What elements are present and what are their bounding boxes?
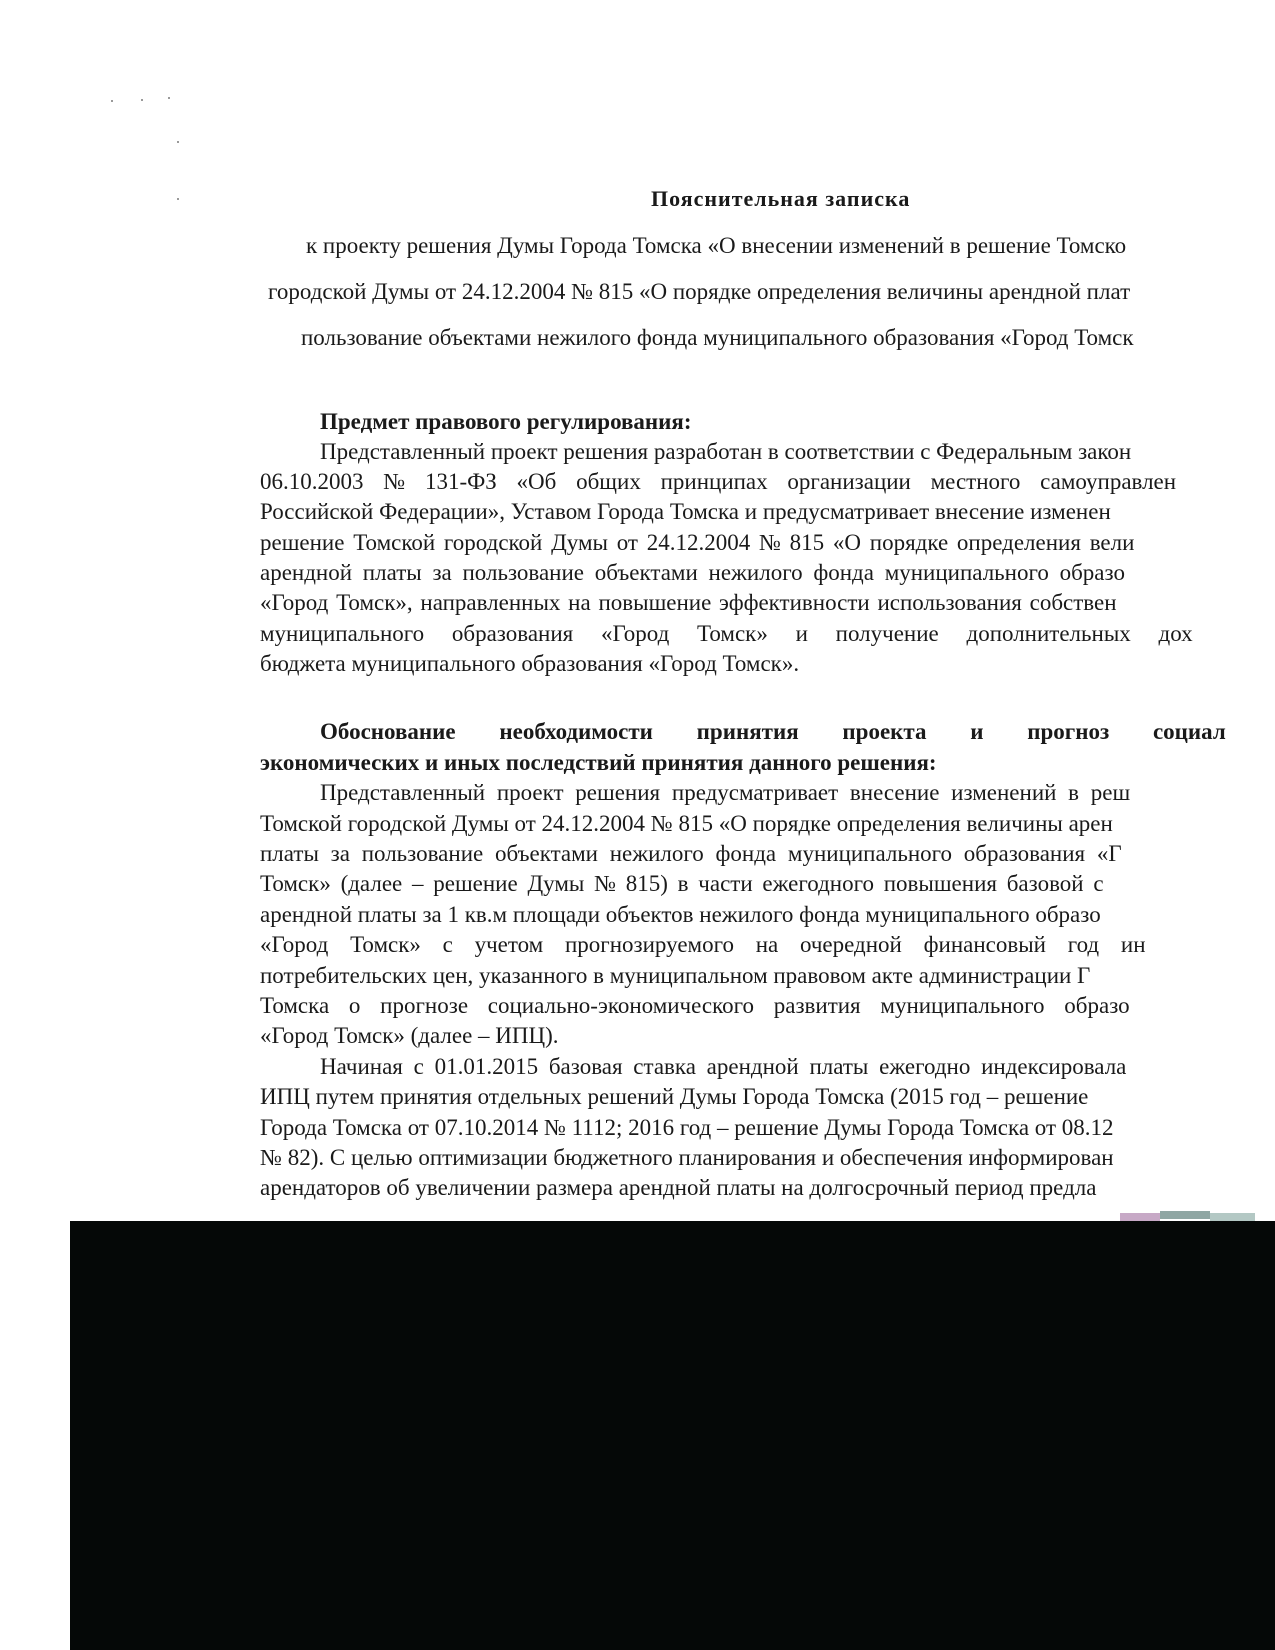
paragraph-line: муниципального образования «Город Томск» и получение дополнительных дох [260, 621, 1193, 646]
scan-speck [177, 141, 179, 143]
paragraph-line: Города Томска от 07.10.2014 № 1112; 2016 год – решение Думы Города Томска от 08.12 [260, 1115, 1114, 1140]
paragraph-line: потребительских цен, указанного в муниципальном правовом акте администрации Г [260, 963, 1091, 988]
scan-artifact [1160, 1211, 1210, 1219]
paragraph-line: Российской Федерации», Уставом Города Томска и предусматривает внесение изменен [260, 499, 1111, 524]
paragraph-line: ИПЦ путем принятия отдельных решений Думы Города Томска (2015 год – решение [260, 1084, 1089, 1109]
document-title: Пояснительная записка [651, 186, 911, 211]
section-heading: экономических и иных последствий принятия данного решения: [260, 750, 937, 775]
scan-speck [111, 100, 113, 102]
scan-speck [177, 198, 179, 200]
subtitle-line: пользование объектами нежилого фонда муниципального образования «Город Томск [301, 325, 1134, 350]
subtitle-line: к проекту решения Думы Города Томска «О внесении изменений в решение Томско [306, 233, 1127, 258]
paragraph-line: Томской городской Думы от 24.12.2004 № 815 «О порядке определения величины арен [260, 811, 1113, 836]
subtitle-line: городской Думы от 24.12.2004 № 815 «О порядке определения величины арендной плат [268, 279, 1131, 304]
paragraph-line: платы за пользование объектами нежилого фонда муниципального образования «Г [260, 841, 1122, 866]
paragraph-line: № 82). С целью оптимизации бюджетного планирования и обеспечения информирован [260, 1145, 1114, 1170]
scan-artifact [1210, 1213, 1255, 1221]
paragraph-line: бюджета муниципального образования «Город Томск». [260, 651, 800, 676]
paragraph-line: «Город Томск», направленных на повышение эффективности использования собствен [260, 590, 1117, 615]
section-heading: Обоснование необходимости принятия проекта и прогноз социал [320, 719, 1226, 744]
section-heading: Предмет правового регулирования: [320, 409, 692, 434]
paragraph-line: Начиная с 01.01.2015 базовая ставка арендной платы ежегодно индексировала [320, 1054, 1127, 1079]
redacted-region [70, 1221, 1275, 1650]
scan-artifact [1120, 1213, 1160, 1221]
paragraph-line: арендной платы за 1 кв.м площади объектов нежилого фонда муниципального образо [260, 902, 1101, 927]
paragraph-line: решение Томской городской Думы от 24.12.2004 № 815 «О порядке определения вели [260, 530, 1135, 555]
paragraph-line: Томск» (далее – решение Думы № 815) в части ежегодного повышения базовой с [260, 871, 1104, 896]
paragraph-line: арендной платы за пользование объектами нежилого фонда муниципального образо [260, 560, 1125, 585]
paragraph-line: Представленный проект решения предусматривает внесение изменений в реш [320, 780, 1131, 805]
paragraph-line: Представленный проект решения разработан в соответствии с Федеральным закон [320, 439, 1132, 464]
paragraph-line: «Город Томск» (далее – ИПЦ). [260, 1023, 559, 1048]
scan-speck [141, 99, 143, 101]
scan-speck [168, 97, 170, 99]
paragraph-line: Томска о прогнозе социально-экономического развития муниципального образо [260, 993, 1130, 1018]
paragraph-line: арендаторов об увеличении размера арендной платы на долгосрочный период предла [260, 1175, 1097, 1200]
paragraph-line: «Город Томск» с учетом прогнозируемого на очередной финансовый год ин [260, 932, 1146, 957]
paragraph-line: 06.10.2003 № 131-ФЗ «Об общих принципах организации местного самоуправлен [260, 469, 1177, 494]
